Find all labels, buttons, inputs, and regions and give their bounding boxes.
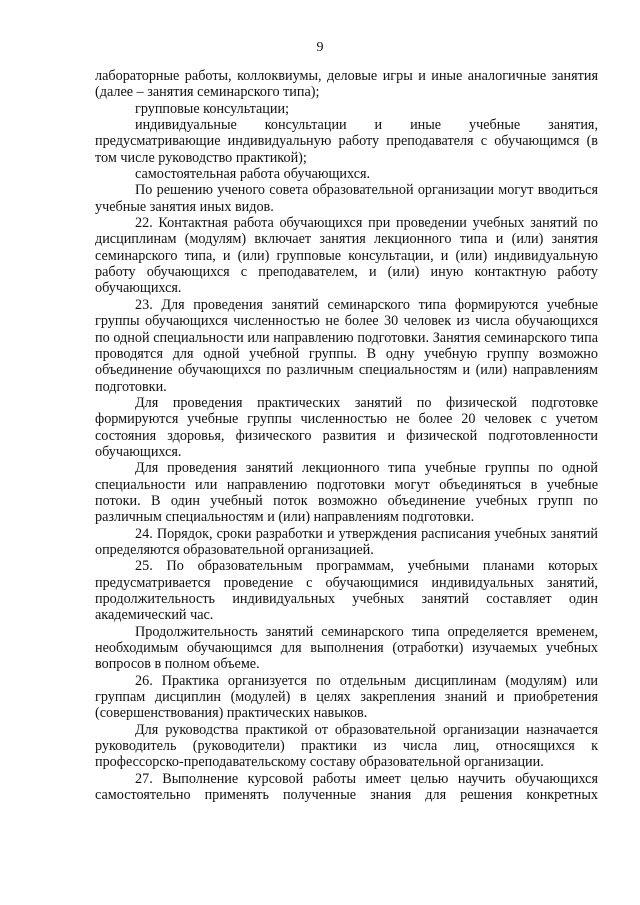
paragraph: 24. Порядок, сроки разработки и утверждения расписания учебных занятий определяются образовательной организацией. <box>95 525 598 558</box>
paragraph: лабораторные работы, коллоквиумы, деловые игры и иные аналогичные занятия (далее – занятия семинарского типа); <box>95 68 598 101</box>
paragraph: групповые консультации; <box>135 100 290 117</box>
paragraph: 23. Для проведения занятий семинарского типа формируются учебные группы обучающихся численностью не более 30 человек из числа обучающихся по одной специальности или направлению подготовки. Занятия семинарского типа проводятся для одной учебной группы. В одну учебную группу возможно объединение обучающихся по различным специальностям и (или) направлениям подготовки. <box>95 296 598 395</box>
page-number: 9 <box>316 40 324 55</box>
paragraph: 25. По образовательным программам, учебными планами которых предусматривается проведение с обучающимися индивидуальных занятий, продолжительность индивидуальных учебных занятий составляет один академический час. <box>95 558 598 624</box>
paragraph: 22. Контактная работа обучающихся при проведении учебных занятий по дисциплинам (модулям) включает занятия лекционного типа и (или) занятия семинарского типа, и (или) групповые консультации, и (или) индивидуальную работу обучающихся с преподавателем, и (или) иную контактную работу обучающихся. <box>95 215 598 297</box>
paragraph: Для руководства практикой от образовательной организации назначается руководитель (руководители) практики из числа лиц, относящихся к профессорско-преподавательскому составу образовательной организации. <box>95 721 598 771</box>
paragraph: Для проведения практических занятий по физической подготовке формируются учебные группы численностью не более 20 человек с учетом состояния здоровья, физического развития и физической подготовленности обучающихся. <box>95 394 598 460</box>
paragraph: По решению ученого совета образовательной организации могут вводиться учебные занятия иных видов. <box>95 182 598 215</box>
paragraph: самостоятельная работа обучающихся. <box>135 166 371 183</box>
paragraph: Для проведения занятий лекционного типа учебные группы по одной специальности или направлению подготовки могут объединяться в учебные потоки. В один учебный поток возможно объединение учебных групп по различным специальностям и (или) направлениям подготовки. <box>95 460 598 526</box>
document-body <box>95 68 598 803</box>
paragraph: индивидуальные консультации и иные учебные занятия, предусматривающие индивидуальную работу преподавателя с обучающимся (в том числе руководство практикой); <box>95 117 598 166</box>
paragraph: 27. Выполнение курсовой работы имеет целью научить обучающихся самостоятельно применять полученные знания для решения конкретных <box>95 770 598 804</box>
paragraph: 26. Практика организуется по отдельным дисциплинам (модулям) или группам дисциплин (модулей) в целях закрепления знаний и приобретения (совершенствования) практических навыков. <box>95 672 598 722</box>
paragraph: Продолжительность занятий семинарского типа определяется временем, необходимым обучающимся для выполнения (отработки) изучаемых учебных вопросов в полном объеме. <box>95 623 598 673</box>
